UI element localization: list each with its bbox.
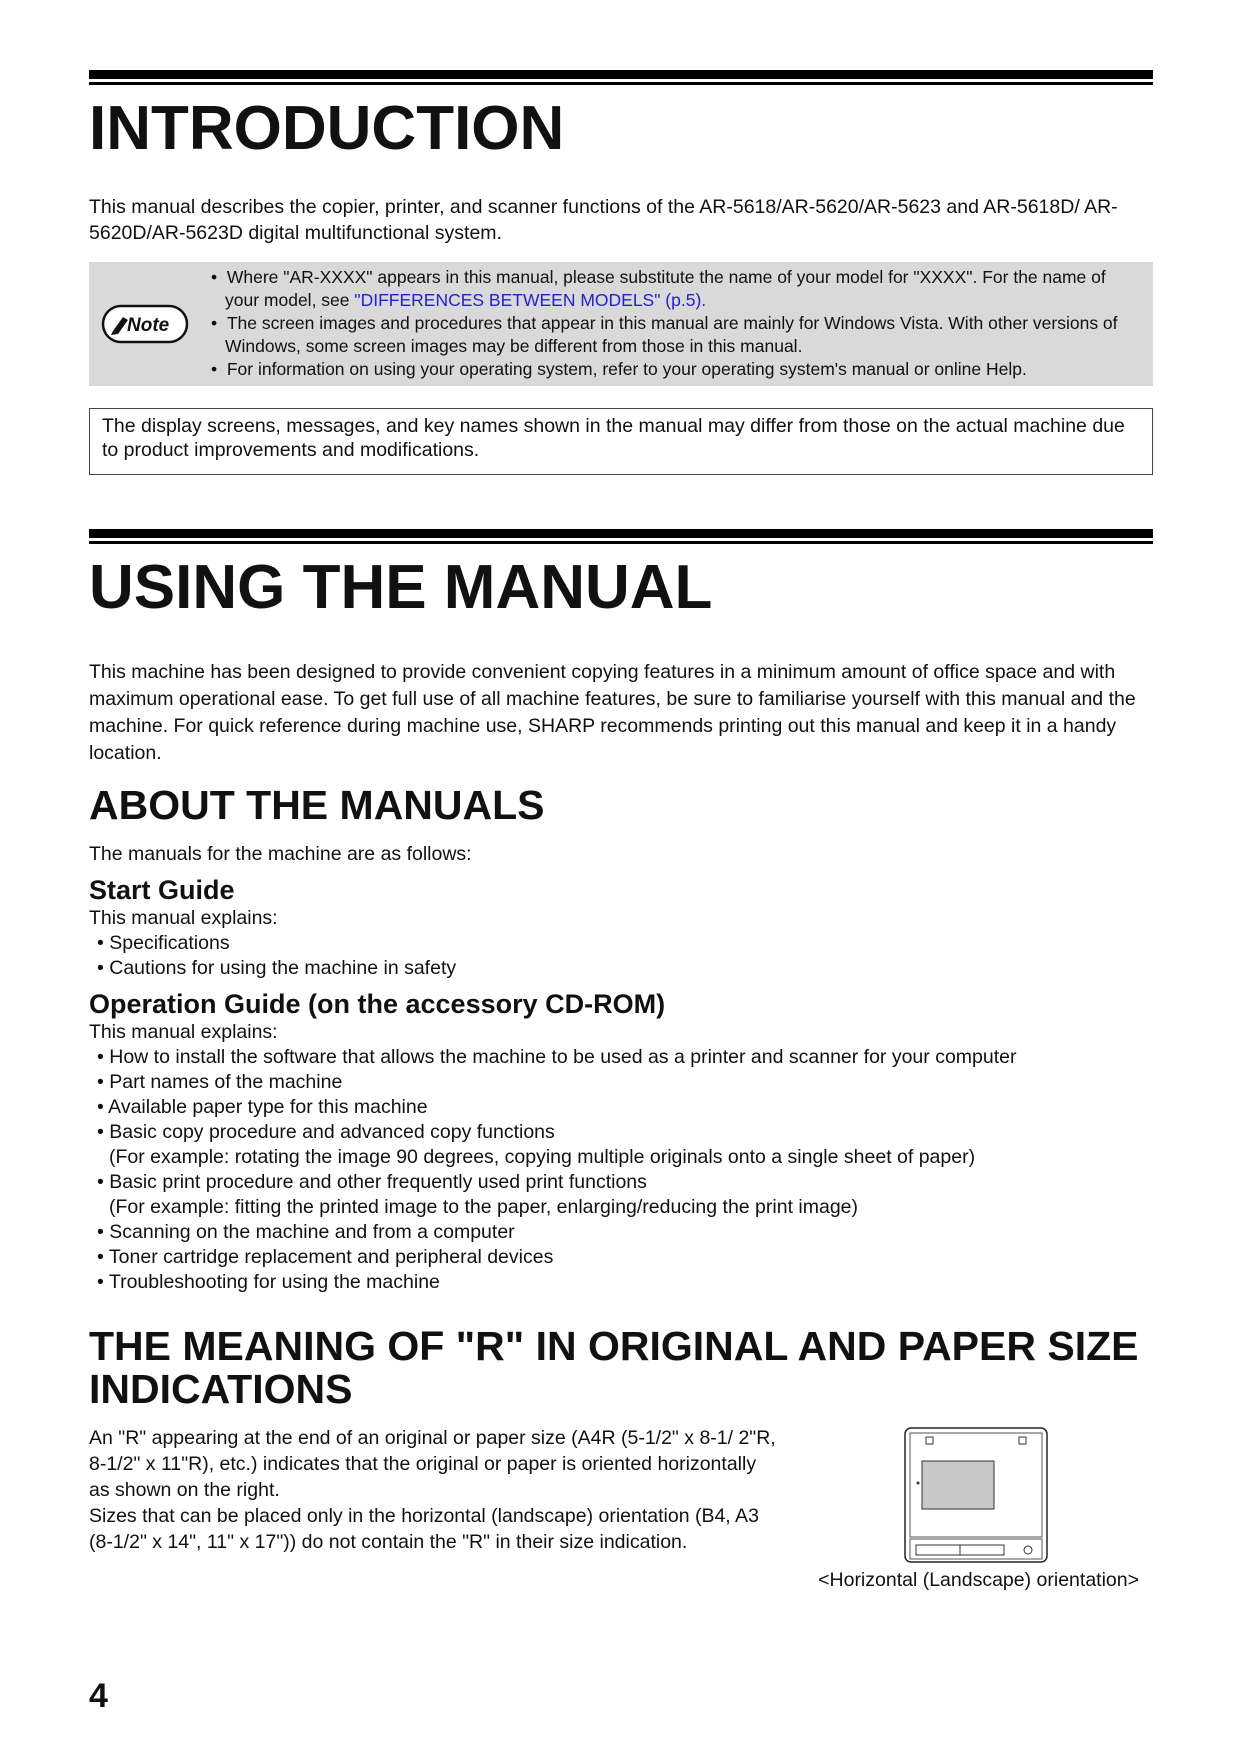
about-manuals-intro: The manuals for the machine are as follows: <box>89 843 472 866</box>
top-rule <box>89 70 1153 85</box>
list-item: • Part names of the machine <box>97 1071 343 1094</box>
list-item: • Specifications <box>97 932 230 955</box>
using-manual-paragraph: This machine has been designed to provide convenient copying features in a minimum amount of office space and with maximum operational ease. To get full use of all machine features, be sure to familiarise yourself with this manual and the machine. For quick reference during machine use, SHARP recommends printing out this manual and keep it in a handy location. <box>89 661 1136 764</box>
list-item: • Toner cartridge replacement and peripheral devices <box>97 1246 554 1269</box>
manual-page <box>89 70 1153 1592</box>
about-manuals-title: ABOUT THE MANUALS <box>89 782 545 828</box>
note-icon <box>101 266 207 381</box>
operation-guide-title: Operation Guide (on the accessory CD-ROM) <box>89 989 666 1020</box>
introduction-paragraph: This manual describes the copier, printer, and scanner functions of the AR-5618/AR-5620/AR-5623 and AR-5618D/ AR-5620D/AR-5623D digital multifunctional system. <box>89 196 1118 244</box>
page-number: 4 <box>89 1677 108 1715</box>
start-guide-list <box>89 931 1153 981</box>
note-icon-label: Note <box>127 314 170 336</box>
operation-guide-lead: This manual explains: <box>89 1021 278 1044</box>
introduction-title: INTRODUCTION <box>89 94 565 163</box>
list-item: • Scanning on the machine and from a computer <box>97 1221 515 1244</box>
list-item: • Troubleshooting for using the machine <box>97 1271 440 1294</box>
section-rule <box>89 529 1153 544</box>
r-meaning-paragraph-1: An "R" appearing at the end of an original or paper size (A4R (5-1/2" x 8-1/ 2"R, 8-1/2" x 11"R), etc.) indicates that the original or paper is oriented horizontally as shown on the right. <box>89 1427 776 1502</box>
using-manual-title: USING THE MANUAL <box>89 553 713 622</box>
r-meaning-text <box>89 1425 779 1555</box>
list-item: • Basic print procedure and other frequently used print functions (For example: fitting the printed image to the paper, enlarging/reducing the print image) <box>97 1171 859 1219</box>
note-item: • For information on using your operating system, refer to your operating system's manual or online Help. <box>211 359 1027 379</box>
r-meaning-section <box>89 1425 1153 1592</box>
note-list <box>207 266 1143 381</box>
list-item: • Basic copy procedure and advanced copy functions (For example: rotating the image 90 degrees, copying multiple originals onto a single sheet of paper) <box>97 1121 976 1169</box>
start-guide-lead: This manual explains: <box>89 907 278 930</box>
note-item: • Where "AR-XXXX" appears in this manual, please substitute the name of your model for "XXXX". For the name of your model, see "DIFFERENCES BETWEEN MODELS" (p.5). <box>211 267 1106 310</box>
figure-caption: <Horizontal (Landscape) orientation> <box>818 1569 1139 1592</box>
disclaimer-box: The display screens, messages, and key names shown in the manual may differ from those on the actual machine due to product improvements and modifications. <box>89 408 1153 475</box>
landscape-figure <box>779 1425 1153 1592</box>
list-item: • How to install the software that allows the machine to be used as a printer and scanner for your computer <box>97 1046 1017 1069</box>
note-box <box>89 262 1153 386</box>
list-item: • Cautions for using the machine in safety <box>97 957 457 980</box>
start-guide-title: Start Guide <box>89 875 235 906</box>
r-meaning-paragraph-2: Sizes that can be placed only in the horizontal (landscape) orientation (B4, A3 (8-1/2" x 14", 11" x 17")) do not contain the "R" in their size indication. <box>89 1505 759 1554</box>
r-meaning-title: THE MEANING OF "R" IN ORIGINAL AND PAPER SIZE INDICATIONS <box>89 1323 1139 1413</box>
differences-link[interactable]: "DIFFERENCES BETWEEN MODELS" (p.5). <box>354 290 707 310</box>
operation-guide-list <box>89 1045 1153 1295</box>
note-item: • The screen images and procedures that appear in this manual are mainly for Windows Vista. With other versions of Windows, some screen images may be different from those in this manual. <box>211 313 1118 356</box>
list-item: • Available paper type for this machine <box>97 1096 428 1119</box>
copier-landscape-illustration <box>904 1427 1048 1563</box>
